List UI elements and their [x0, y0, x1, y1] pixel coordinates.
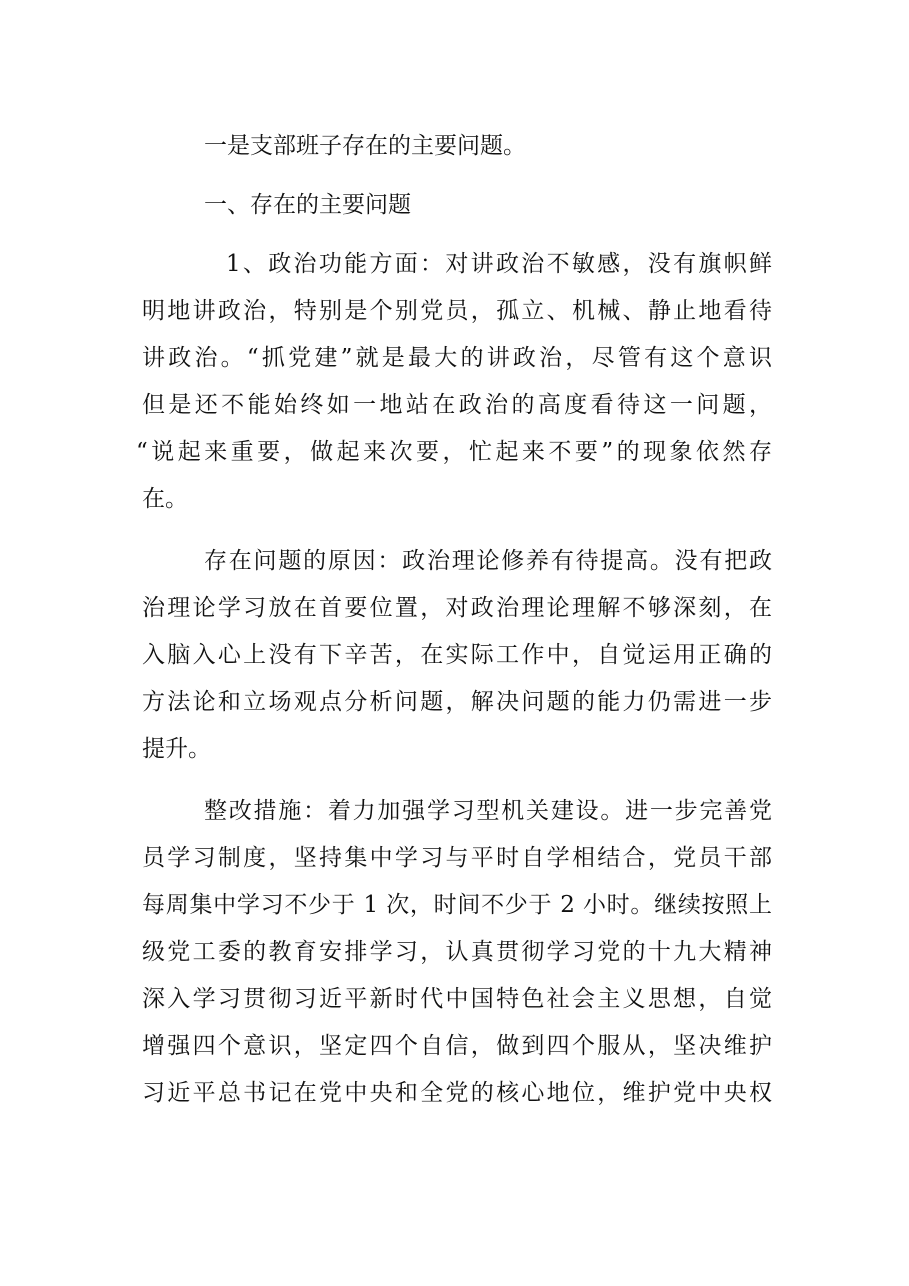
- paragraph-line: 每周集中学习不少于 1 次，时间不少于 2 小时。继续按照上: [142, 892, 772, 918]
- paragraph-line: 员学习制度，坚持集中学习与平时自学相结合，党员干部: [142, 845, 772, 871]
- heading-branch-problems: 一是支部班子存在的主要问题。: [204, 133, 526, 159]
- paragraph-line: 治理论学习放在首要位置，对政治理论理解不够深刻，在: [142, 595, 772, 621]
- paragraph-line: 明地讲政治，特别是个别党员，孤立、机械、静止地看待: [142, 298, 772, 324]
- paragraph-line: 提升。: [142, 736, 211, 762]
- paragraph-line: 深入学习贯彻习近平新时代中国特色社会主义思想，自觉: [142, 986, 772, 1012]
- heading-main-problems: 一、存在的主要问题: [204, 192, 411, 218]
- paragraph-line: 整改措施：着力加强学习型机关建设。进一步完善党: [204, 798, 772, 824]
- paragraph-line: 级党工委的教育安排学习，认真贯彻学习党的十九大精神: [142, 939, 772, 965]
- paragraph-line: 但是还不能始终如一地站在政治的高度看待这一问题，: [142, 392, 772, 418]
- paragraph-line: 方法论和立场观点分析问题，解决问题的能力仍需进一步: [142, 689, 772, 715]
- paragraph-line: 讲政治。“抓党建”就是最大的讲政治，尽管有这个意识: [142, 345, 772, 371]
- paragraph-line: 增强四个意识，坚定四个自信，做到四个服从，坚决维护: [142, 1033, 772, 1059]
- paragraph-line: “说起来重要，做起来次要，忙起来不要”的现象依然存: [136, 439, 772, 465]
- paragraph-line: 存在问题的原因：政治理论修养有待提高。没有把政: [204, 548, 772, 574]
- paragraph-line: 习近平总书记在党中央和全党的核心地位，维护党中央权: [142, 1080, 772, 1106]
- paragraph-line: 入脑入心上没有下辛苦，在实际工作中，自觉运用正确的: [142, 642, 772, 668]
- paragraph-line: 1、政治功能方面：对讲政治不敏感，没有旗帜鲜: [226, 251, 772, 277]
- paragraph-line: 在。: [142, 486, 188, 512]
